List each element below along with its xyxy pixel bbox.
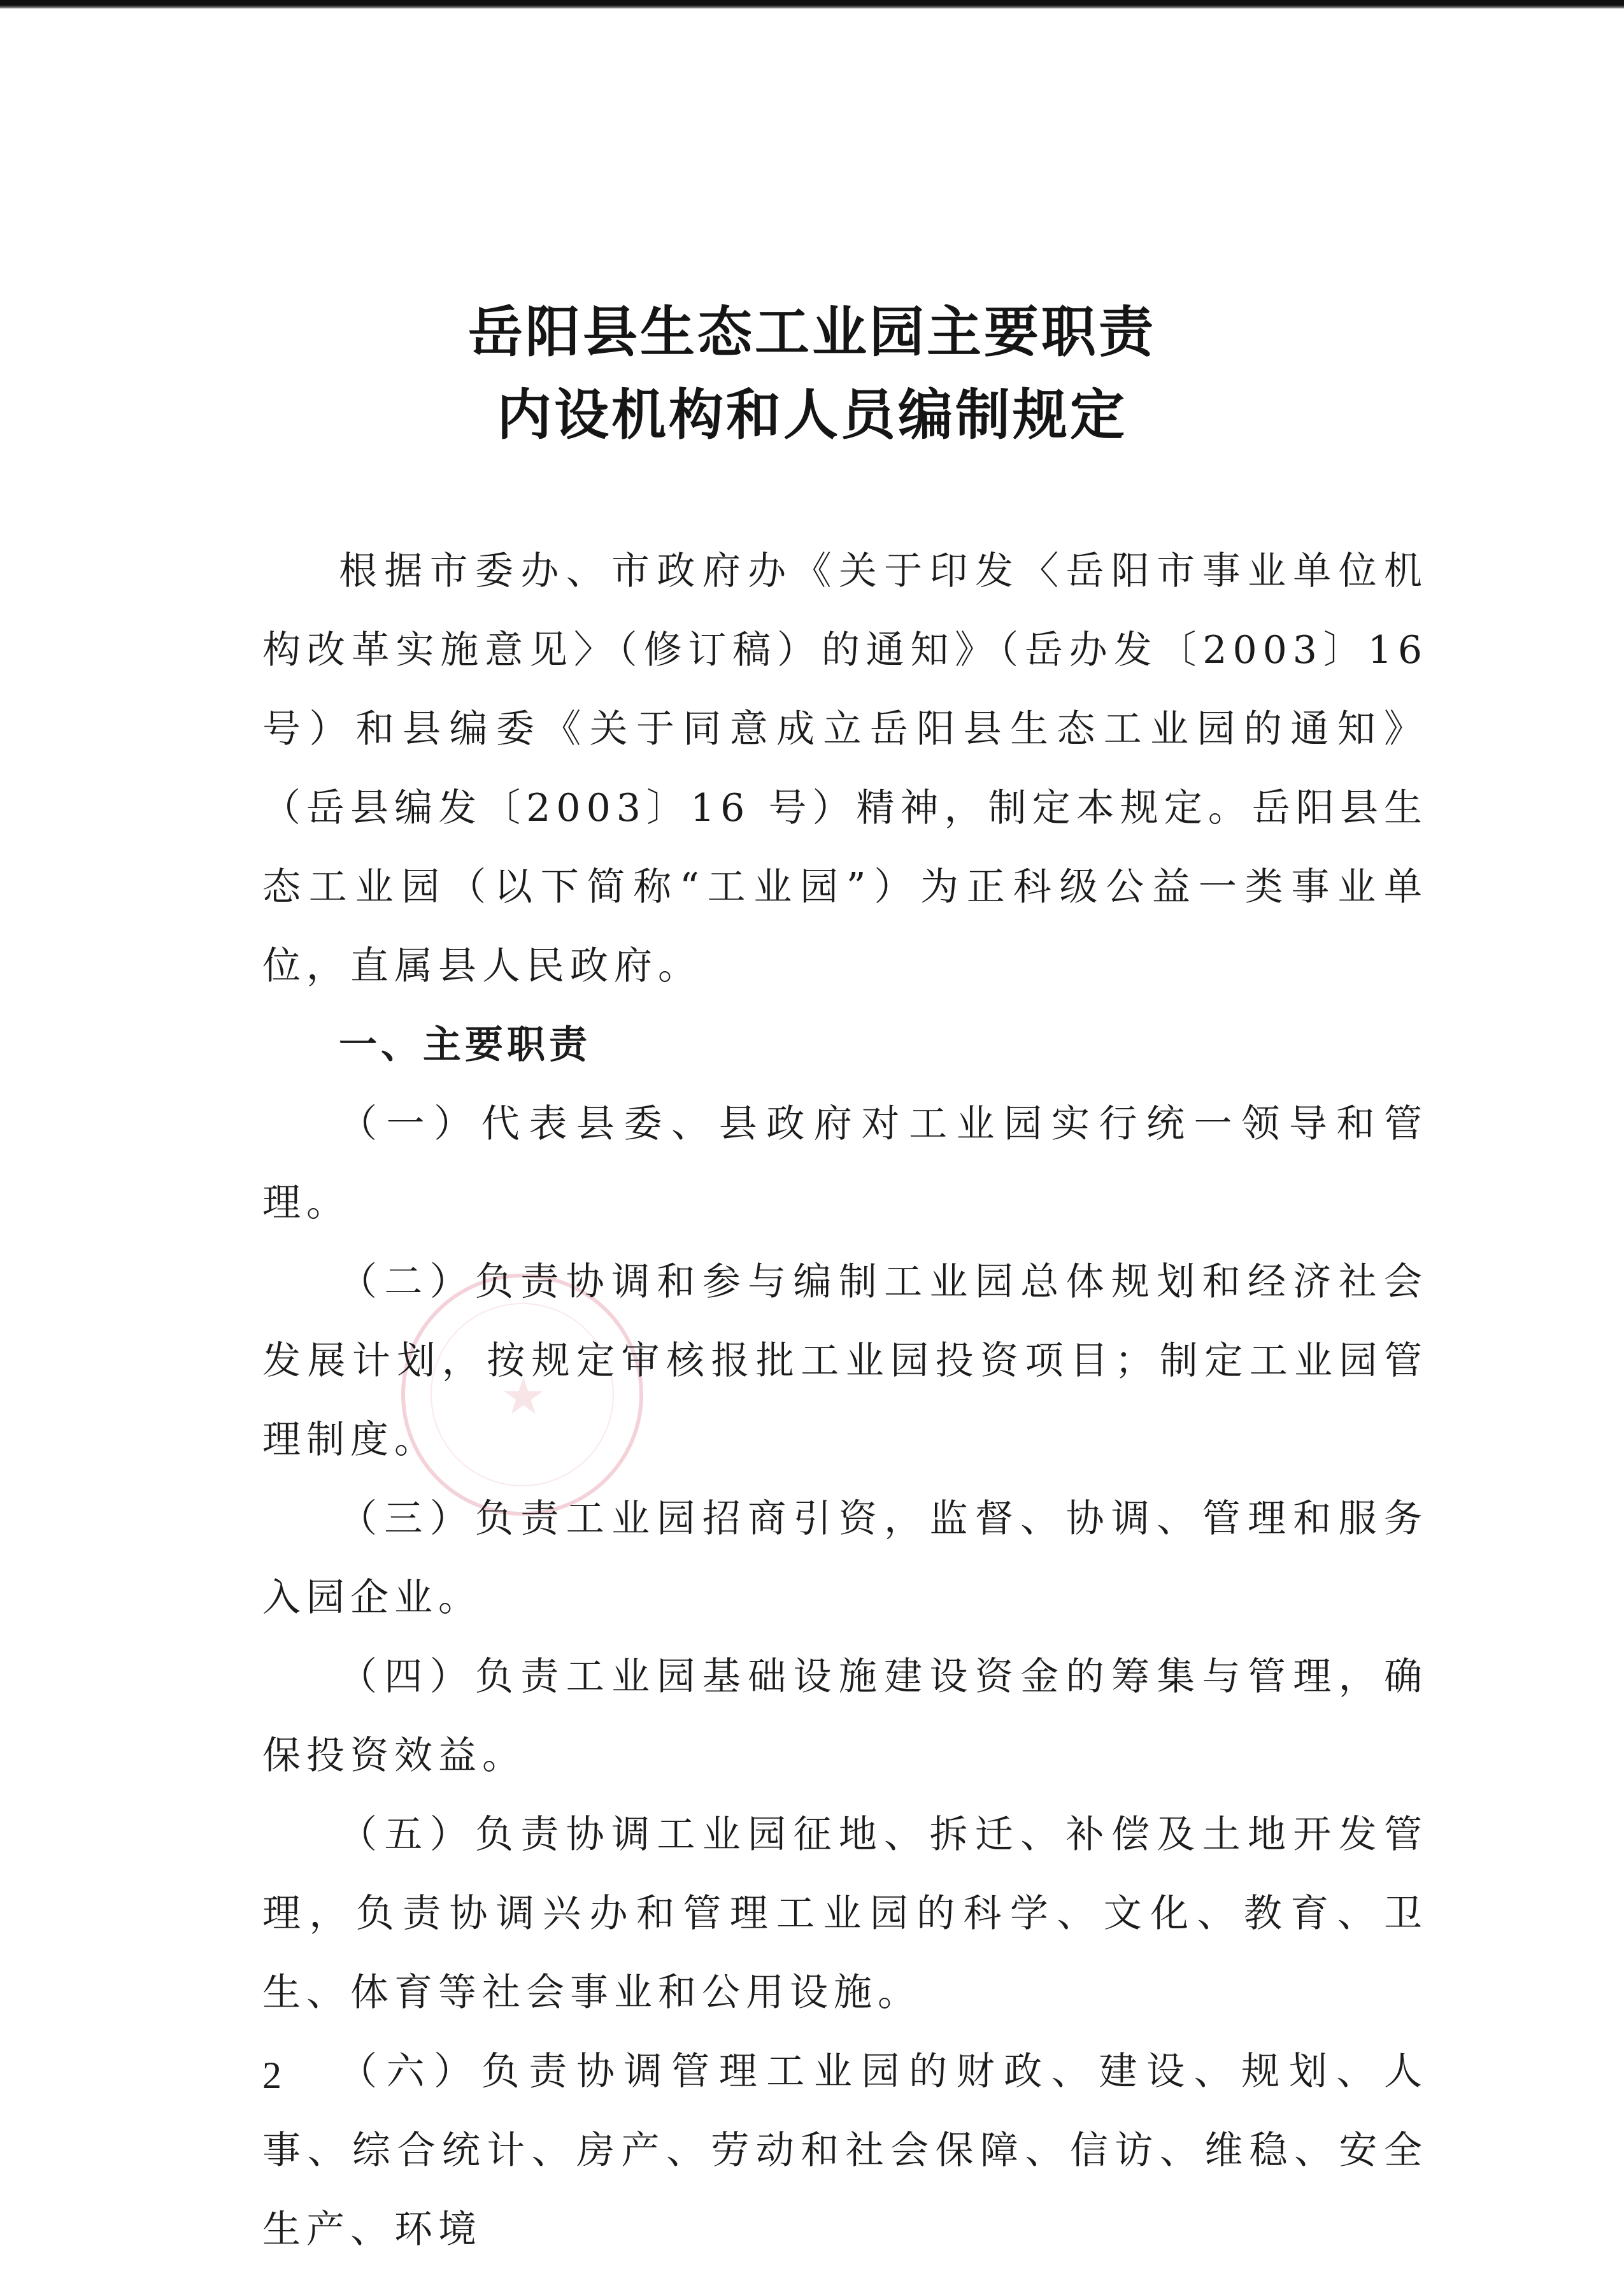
document-body: [262, 532, 1428, 2269]
star-icon: ★: [501, 1367, 546, 1426]
scan-top-edge: [0, 0, 1624, 9]
page-number: 2: [262, 2054, 281, 2096]
duty-item-6: （六）负责协调管理工业园的财政、建设、规划、人事、综合统计、房产、劳动和社会保障、信访、维稳、安全生产、环境: [262, 2049, 1428, 2252]
duty-item-2: （二）负责协调和参与编制工业园总体规划和经济社会发展计划，按规定审核报批工业园投资项目；制定工业园管理制度。: [262, 1260, 1428, 1462]
duty-item-3: （三）负责工业园招商引资，监督、协调、管理和服务入园企业。: [262, 1497, 1428, 1620]
duty-item-5: （五）负责协调工业园征地、拆迁、补偿及土地开发管理，负责协调兴办和管理工业园的科学、文化、教育、卫生、体育等社会事业和公用设施。: [262, 1812, 1428, 2015]
duty-item-4: （四）负责工业园基础设施建设资金的筹集与管理，确保投资效益。: [262, 1654, 1428, 1778]
document-title-line-1: 岳阳县生态工业园主要职责: [468, 301, 1156, 364]
intro-paragraph: 根据市委办、市政府办《关于印发〈岳阳市事业单位机构改革实施意见〉（修订稿）的通知》（岳办发〔2003〕16 号）和县编委《关于同意成立岳阳县生态工业园的通知》（岳县编发〔2003〕16 号）精神，制定本规定。岳阳县生态工业园（以下简称“工业园”）为正科级公益一类事业单位，直属县人民政府。: [262, 549, 1428, 988]
section-heading-main-duties: 一、主要职责: [339, 1023, 591, 1067]
document-title-line-2: 内设机构和人员编制规定: [497, 383, 1127, 447]
duty-item-1: （一）代表县委、县政府对工业园实行统一领导和管理。: [262, 1102, 1428, 1225]
